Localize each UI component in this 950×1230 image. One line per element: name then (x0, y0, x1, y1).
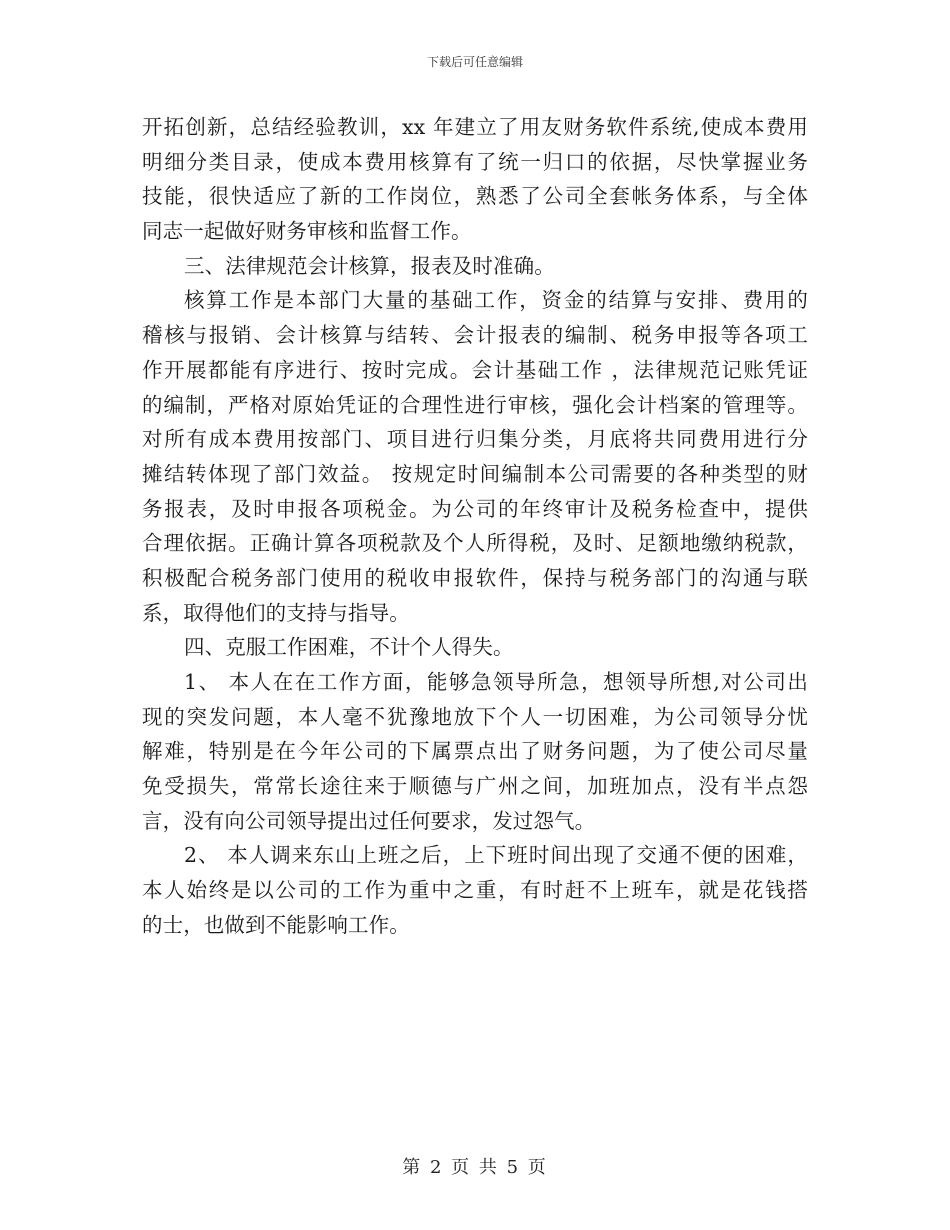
body-line: 免受损失，常常长途往来于顺德与广州之间，加班加点，没有半点怨 (142, 774, 808, 799)
body-line: 作开展都能有序进行、按时完成。会计基础工作 ，法律规范记账凭证 (142, 357, 808, 382)
body-line: 积极配合税务部门使用的税收申报软件，保持与税务部门的沟通与联 (142, 565, 808, 590)
body-line: 同志一起做好财务审核和监督工作。 (142, 219, 472, 244)
body-line: 核算工作是本部门大量的基础工作，资金的结算与安排、费用的 (184, 288, 808, 313)
document-body (142, 110, 808, 943)
body-line: 开拓创新，总结经验教训，xx 年建立了用友财务软件系统,使成本费用 (142, 115, 808, 139)
body-line: 言，没有向公司领导提出过任何要求，发过怨气。 (142, 808, 596, 833)
body-line: 的编制，严格对原始凭证的合理性进行审核，强化会计档案的管理等。 (142, 392, 808, 417)
body-line: 稽核与报销、会计核算与结转、会计报表的编制、税务申报等各项工 (142, 323, 808, 348)
body-line: 现的突发问题，本人毫不犹豫地放下个人一切困难，为公司领导分忧 (142, 704, 808, 729)
body-line: 合理依据。正确计算各项税款及个人所得税，及时、足额地缴纳税款， (142, 531, 808, 556)
body-line: 系，取得他们的支持与指导。 (142, 600, 410, 625)
body-line: 务报表，及时申报各项税金。为公司的年终审计及税务检查中，提供 (142, 496, 808, 521)
body-line: 1、 本人在在工作方面，能够急领导所急，想领导所想,对公司出 (184, 670, 808, 694)
section-heading-3: 三、法律规范会计核算，报表及时准确。 (184, 253, 555, 278)
body-line: 技能，很快适应了新的工作岗位，熟悉了公司全套帐务体系，与全体 (142, 184, 808, 209)
section-heading-4: 四、克服工作困难，不计个人得失。 (184, 635, 514, 660)
body-line: 对所有成本费用按部门、项目进行归集分类，月底将共同费用进行分 (142, 427, 808, 452)
page-header-note: 下载后可任意编辑 (426, 55, 523, 69)
body-line: 摊结转体现了部门效益。 按规定时间编制本公司需要的各种类型的财 (142, 461, 808, 486)
body-line: 明细分类目录，使成本费用核算有了统一归口的依据，尽快掌握业务 (142, 149, 808, 174)
page-number: 第 2 页 共 5 页 (402, 1157, 548, 1178)
body-line: 解难，特别是在今年公司的下属票点出了财务问题，为了使公司尽量 (142, 739, 808, 764)
body-line: 本人始终是以公司的工作为重中之重，有时赶不上班车，就是花钱搭 (142, 878, 808, 903)
body-line: 2、 本人调来东山上班之后，上下班时间出现了交通不便的困难， (184, 843, 808, 868)
body-line: 的士，也做到不能影响工作。 (142, 912, 410, 937)
